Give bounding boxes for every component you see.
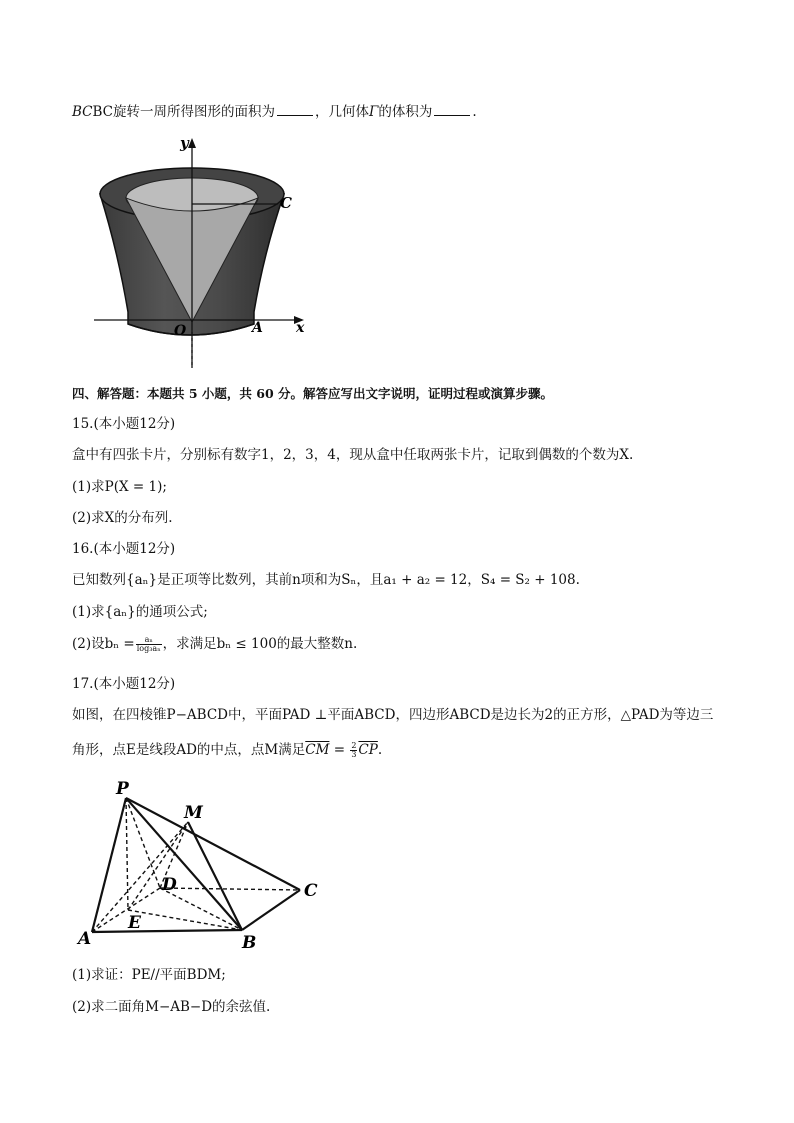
q15-header: 15.(本小题12分) bbox=[72, 416, 176, 432]
label-c: C bbox=[280, 194, 292, 212]
label-o: O bbox=[174, 323, 187, 339]
label-a: A bbox=[252, 320, 263, 336]
q14-tail-line: BCBC旋转一周所得图形的面积为 ，几何体Γ的体积为 . bbox=[72, 104, 477, 120]
label-b: B bbox=[242, 933, 257, 952]
q17-stem-l2-b: . bbox=[377, 742, 383, 758]
q16-part2-a: (2)设bₙ = bbox=[72, 636, 135, 652]
label-p: P bbox=[116, 779, 129, 799]
q17-fraction bbox=[350, 742, 357, 759]
label-e: E bbox=[128, 913, 141, 933]
q15-part2: (2)求X的分布列. bbox=[72, 510, 173, 526]
q17-frac-den: 3 bbox=[351, 750, 357, 759]
q16-part2-b: ，求满足bₙ ≤ 100的最大整数n. bbox=[162, 636, 358, 652]
q14-text-c: 的体积为 bbox=[378, 104, 433, 120]
label-a2: A bbox=[78, 929, 92, 949]
q16-frac-num: aₙ bbox=[136, 636, 162, 645]
label-y: y bbox=[180, 134, 189, 152]
q14-text-a: BC旋转一周所得图形的面积为 bbox=[92, 104, 276, 120]
answer-blank-1[interactable] bbox=[277, 103, 313, 116]
answer-blank-2[interactable] bbox=[434, 103, 470, 116]
q17-stem-l2 bbox=[72, 740, 382, 760]
q16-frac-den: log₃aₙ bbox=[136, 644, 161, 653]
q17-part1: (1)求证：PE//平面BDM; bbox=[72, 967, 226, 983]
q15-part1: (1)求P(X = 1); bbox=[72, 479, 167, 495]
section-heading: 四、解答题：本题共 5 小题，共 60 分。解答应写出文字说明，证明过程或演算步骤。 bbox=[72, 386, 554, 401]
q15-stem: 盒中有四张卡片，分别标有数字1，2，3，4，现从盒中任取两张卡片，记取到偶数的个数为X. bbox=[72, 447, 634, 463]
label-m: M bbox=[184, 803, 203, 823]
label-x: x bbox=[296, 320, 305, 336]
label-c2: C bbox=[304, 881, 318, 901]
label-d: D bbox=[162, 875, 177, 895]
q17-stem-l1: 如图，在四棱锥P−ABCD中，平面PAD ⊥平面ABCD，四边形ABCD是边长为2的正方形，△PAD为等边三 bbox=[72, 707, 714, 723]
q17-eq: = bbox=[329, 742, 350, 758]
vector-cm: $\overline{CM}$ bbox=[305, 742, 330, 758]
q17-header: 17.(本小题12分) bbox=[72, 676, 176, 692]
q16-part1: (1)求{aₙ}的通项公式; bbox=[72, 604, 208, 620]
q16-fraction bbox=[136, 636, 162, 653]
q16-part2-line bbox=[72, 634, 357, 654]
figure-pyramid bbox=[76, 776, 336, 952]
q14-text-b: ，几何体 bbox=[315, 104, 370, 120]
q16-header: 16.(本小题12分) bbox=[72, 541, 176, 557]
q14-text-d: . bbox=[472, 104, 477, 120]
q17-part2: (2)求二面角M−AB−D的余弦值. bbox=[72, 999, 271, 1015]
figure-rotated-solid bbox=[88, 132, 318, 370]
q14-gamma: Γ bbox=[369, 104, 379, 120]
q16-stem: 已知数列{aₙ}是正项等比数列，其前n项和为Sₙ，且a₁ + a₂ = 12，S₄ = S₂ + 108. bbox=[72, 572, 580, 588]
q17-stem-l2-a: 角形，点E是线段AD的中点，点M满足 bbox=[72, 742, 306, 758]
vector-cp: $\overline{CP}$ bbox=[358, 742, 378, 758]
q17-frac-num: 2 bbox=[351, 741, 357, 750]
